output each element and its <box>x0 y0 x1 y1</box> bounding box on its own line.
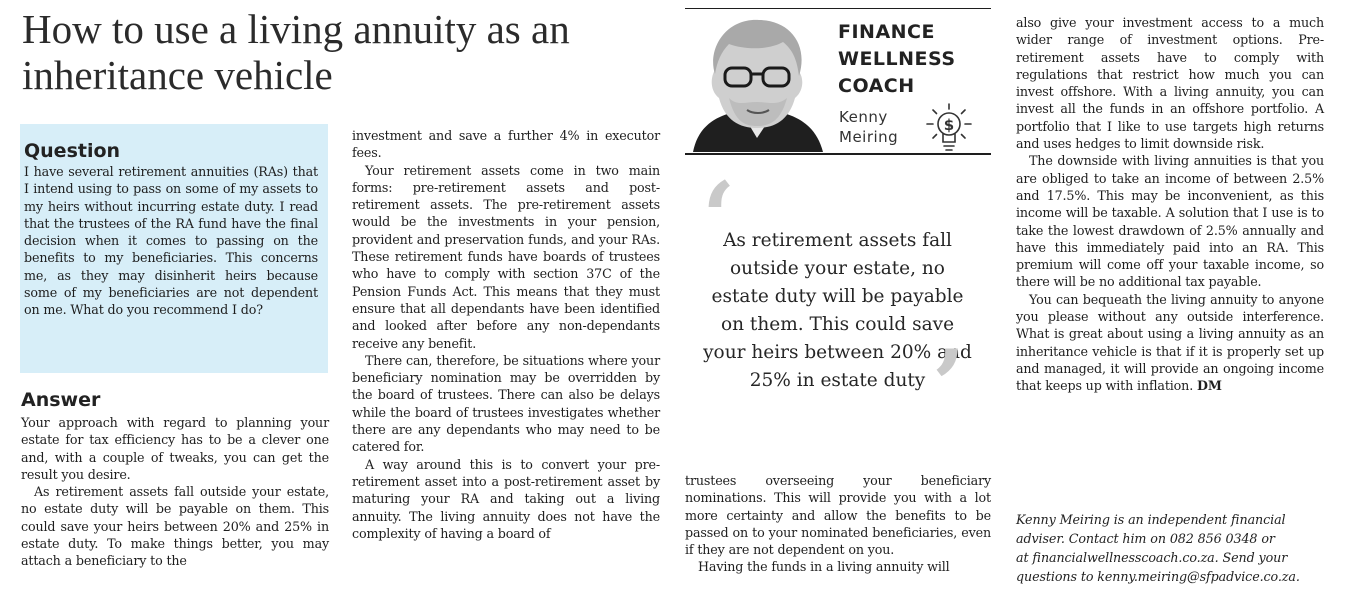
column-header-line: FINANCE <box>838 21 935 43</box>
close-quote-mark: ’ <box>932 329 966 442</box>
answer-paragraph: As retirement assets fall outside your estate, no estate duty will be payable on them. This could save your heirs between 20% and 25% in estate duty. To make things better, you may attach a beneficiary to the <box>21 484 329 569</box>
author-last-name: Meiring <box>839 128 899 146</box>
question-heading: Question <box>24 140 121 162</box>
column-4 <box>1016 14 1324 395</box>
author-bio-line: Kenny Meiring is an independent financial <box>1016 512 1286 527</box>
column-header-line: WELLNESS <box>838 48 956 70</box>
question-text: I have several retirement annuities (RAs) that I intend using to pass on some of my assets to my heirs without incurring estate duty. I read that the trustees of the RA fund have the final decision when it comes to passing on the benefits to my beneficiaries. This concerns me, as they may disinherit heirs because some of my beneficiaries are not dependent on me. What do you recommend I do? <box>24 164 318 318</box>
body-paragraph: A way around this is to convert your pre-retirement asset into a post-retirement asset by maturing your RA and taking out a living annuity. The living annuity does not have the complexity of having a board of <box>352 456 660 541</box>
column-header-title <box>838 19 956 100</box>
answer-paragraph: Your approach with regard to planning your estate for tax efficiency has to be a clever one and, with a couple of tweaks, you can get the result you desire. <box>21 415 329 482</box>
pull-quote: As retirement assets fall outside your estate, no estate duty will be payable on them. This could save your heirs between 20% and 25% in estate duty <box>703 230 972 391</box>
question-box <box>20 124 328 373</box>
body-paragraph: There can, therefore, be situations where your beneficiary nomination may be overridden by the board of trustees. There can also be delays while the board of trustees investigates whether there are any dependants who may need to be catered for. <box>352 352 660 455</box>
author-portrait <box>685 10 830 152</box>
body-paragraph: also give your investment access to a much wider range of investment options. Pre-retirement assets have to comply with regulations that restrict how much you can invest offshore. With a living annuity, you can invest all the funds in an offshore portfolio. A portfolio that I like to use targets high returns and uses hedges to limit downside risk. <box>1016 15 1324 152</box>
answer-heading: Answer <box>21 389 101 411</box>
body-paragraph: trustees overseeing your beneficiary nominations. This will provide you with a lot more certainty and allow the benefits to be passed on to your nominated beneficiaries, even if they are not dependent on you. <box>685 473 991 558</box>
author-bio-line: at financialwellnesscoach.co.za. Send your <box>1016 550 1288 565</box>
author-byline <box>839 107 898 147</box>
body-paragraph: Having the funds in a living annuity will <box>698 559 950 575</box>
body-paragraph: The downside with living annuities is that you are obliged to take an income of between 2.5% and 17.5%. This may be inconvenient, as this income will be taxable. A solution that I use is to take the lowest drawdown of 2.5% annually and have this immediately paid into an RA. This premium will come off your taxable income, so there will be no additional tax payable. <box>1016 153 1324 290</box>
body-paragraph <box>1016 291 1324 395</box>
author-bio <box>1016 510 1336 586</box>
closing-text: You can bequeath the living annuity to anyone you please without any outside interference. What is great about using a living annuity as an inheritance vehicle is that if it is properly set up and managed, it will provide an ongoing income that keeps up with inflation. <box>1016 291 1324 394</box>
signoff: DM <box>1196 378 1222 394</box>
column-header-line: COACH <box>838 75 915 97</box>
author-first-name: Kenny <box>839 108 888 126</box>
column-2 <box>352 127 660 542</box>
headline: How to use a living annuity as an inheritance vehicle <box>22 6 570 98</box>
answer-column <box>21 414 329 570</box>
lightbulb-dollar-icon <box>924 102 974 154</box>
author-bio-line: questions to kenny.meiring@sfpadvice.co.za. <box>1016 569 1300 584</box>
body-paragraph: investment and save a further 4% in executor fees. <box>352 128 660 161</box>
body-paragraph: Your retirement assets come in two main forms: pre-retirement assets and post-retirement assets. The pre-retirement assets would be the investments in your pension, provident and preservation funds, and your RAs. These retirement funds have boards of trustees who have to comply with section 37C of the Pension Funds Act. This means that they must ensure that all dependants have been identified and looked after before any non-dependants receive any benefit. <box>352 162 660 351</box>
column-3 <box>685 472 991 576</box>
open-quote-mark: ‘ <box>702 161 736 274</box>
svg-text:$: $ <box>943 116 955 134</box>
header-top-rule <box>685 8 991 9</box>
author-bio-line: adviser. Contact him on 082 856 0348 or <box>1016 531 1275 546</box>
